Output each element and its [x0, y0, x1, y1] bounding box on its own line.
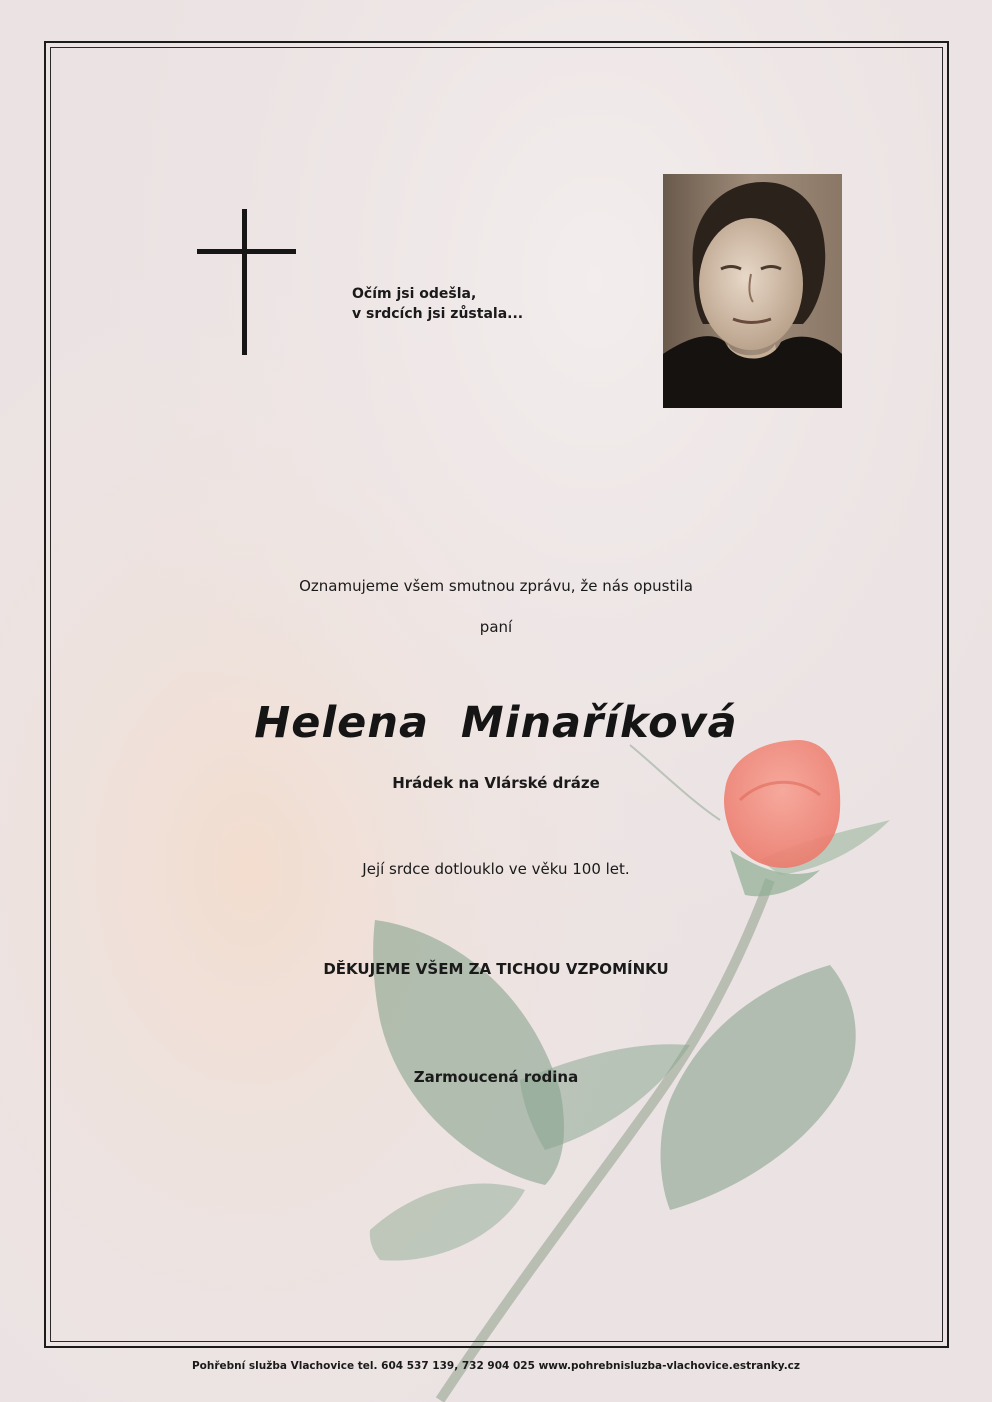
portrait-face — [699, 218, 803, 350]
announcement-text: Oznamujeme všem smutnou zprávu, že nás opustila — [299, 577, 693, 595]
motto-line-1: Očím jsi odešla, — [352, 286, 477, 302]
portrait-photo — [663, 174, 842, 408]
signature-text: Zarmoucená rodina — [413, 1068, 579, 1086]
cross-vertical-bar — [242, 209, 247, 355]
motto-line-2: v srdcích jsi zůstala... — [352, 306, 524, 322]
motto — [352, 284, 523, 324]
cross-horizontal-bar — [197, 249, 296, 254]
deceased-name: Helena Minaříková — [254, 698, 738, 748]
thanks-text: DĚKUJEME VŠEM ZA TICHOU VZPOMÍNKU — [323, 960, 669, 978]
honorific-text: paní — [479, 618, 513, 636]
place-text: Hrádek na Vlárské dráze — [392, 774, 600, 792]
footer-contact: Pohřební služba Vlachovice tel. 604 537 139, 732 904 025 www.pohrebnisluzba-vlachovice.estranky.cz — [191, 1360, 801, 1372]
age-text: Její srdce dotlouklo ve věku 100 let. — [362, 860, 630, 878]
